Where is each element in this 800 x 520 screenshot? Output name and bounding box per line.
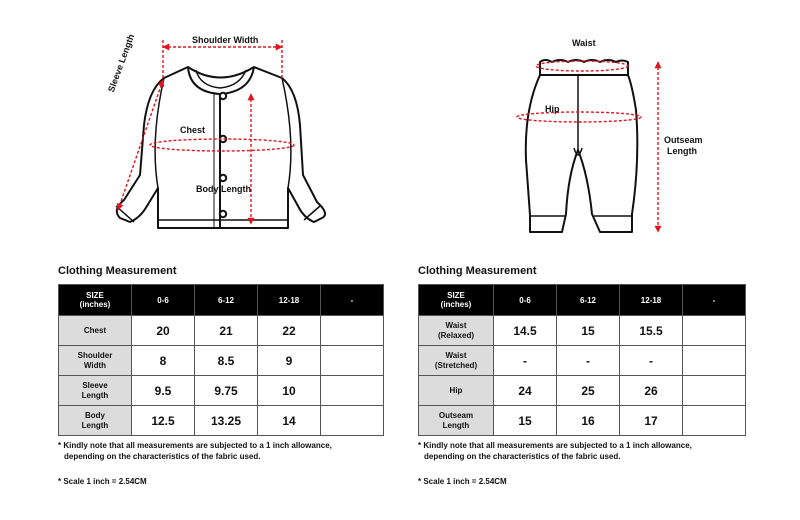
shirt-drawing (116, 67, 325, 228)
table-header-row (419, 285, 746, 316)
scale-note-top: * Scale 1 inch = 2.54CM (58, 477, 147, 486)
table-cell: 14.5 (494, 316, 557, 346)
chest-label: Chest (180, 125, 206, 135)
table-cell: - (620, 346, 683, 376)
table-row (59, 406, 384, 436)
column-header: - (321, 285, 384, 316)
table-cell: 20 (132, 316, 195, 346)
top-measurement-table (58, 284, 384, 436)
table-title-bottom: Clothing Measurement (418, 265, 537, 277)
size-header: SIZE (inches) (59, 285, 132, 316)
waist-label: Waist (572, 38, 596, 48)
column-header: 12-18 (258, 285, 321, 316)
table-row (59, 376, 384, 406)
table-cell: 9.75 (195, 376, 258, 406)
table-cell: 15 (494, 406, 557, 436)
row-header: Waist (Stretched) (419, 346, 494, 376)
table-cell (321, 376, 384, 406)
table-cell: 17 (620, 406, 683, 436)
table-cell: 13.25 (195, 406, 258, 436)
table-header-row (59, 285, 384, 316)
table-cell (683, 376, 746, 406)
table-cell: 15 (557, 316, 620, 346)
column-header: 6-12 (195, 285, 258, 316)
table-row (419, 316, 746, 346)
table-row (419, 406, 746, 436)
table-cell: 21 (195, 316, 258, 346)
table-cell (321, 346, 384, 376)
table-cell: 22 (258, 316, 321, 346)
outseam-label-line2: Length (667, 146, 697, 156)
table-cell: 9.5 (132, 376, 195, 406)
column-header: 0-6 (132, 285, 195, 316)
table-cell: 26 (620, 376, 683, 406)
column-header: 0-6 (494, 285, 557, 316)
body-length-label: Body Length (196, 184, 251, 194)
table-cell: 12.5 (132, 406, 195, 436)
table-row (59, 346, 384, 376)
table-cell: - (494, 346, 557, 376)
table-cell: 8 (132, 346, 195, 376)
table-cell: 15.5 (620, 316, 683, 346)
row-header: Sleeve Length (59, 376, 132, 406)
table-cell: 25 (557, 376, 620, 406)
table-cell: 14 (258, 406, 321, 436)
table-cell (321, 406, 384, 436)
table-cell: 16 (557, 406, 620, 436)
table-cell: 9 (258, 346, 321, 376)
shoulder-width-label: Shoulder Width (192, 35, 259, 45)
column-header: 12-18 (620, 285, 683, 316)
row-header: Chest (59, 316, 132, 346)
row-header: Body Length (59, 406, 132, 436)
allowance-note-bottom: * Kindly note that all measurements are subjected to a 1 inch allowance, depending on the characteristics of the fabric used. (418, 441, 692, 461)
table-row (419, 346, 746, 376)
sleeve-length-label: Sleeve Length (106, 32, 137, 94)
allowance-note-top: * Kindly note that all measurements are subjected to a 1 inch allowance, depending on the characteristics of the fabric used. (58, 441, 332, 461)
column-header: 6-12 (557, 285, 620, 316)
table-row (419, 376, 746, 406)
table-row (59, 316, 384, 346)
table-cell: 10 (258, 376, 321, 406)
row-header: Hip (419, 376, 494, 406)
row-header: Waist (Relaxed) (419, 316, 494, 346)
table-cell: 24 (494, 376, 557, 406)
outseam-label-line1: Outseam (664, 135, 703, 145)
table-cell (321, 316, 384, 346)
table-cell (683, 316, 746, 346)
table-cell: - (557, 346, 620, 376)
pants-drawing (526, 60, 638, 232)
column-header: - (683, 285, 746, 316)
row-header: Shoulder Width (59, 346, 132, 376)
table-cell: 8.5 (195, 346, 258, 376)
size-header: SIZE (inches) (419, 285, 494, 316)
row-header: Outseam Length (419, 406, 494, 436)
table-cell (683, 406, 746, 436)
hip-label: Hip (545, 104, 560, 114)
table-title-top: Clothing Measurement (58, 265, 177, 277)
scale-note-bottom: * Scale 1 inch = 2.54CM (418, 477, 507, 486)
bottom-measurement-table (418, 284, 746, 436)
table-cell (683, 346, 746, 376)
